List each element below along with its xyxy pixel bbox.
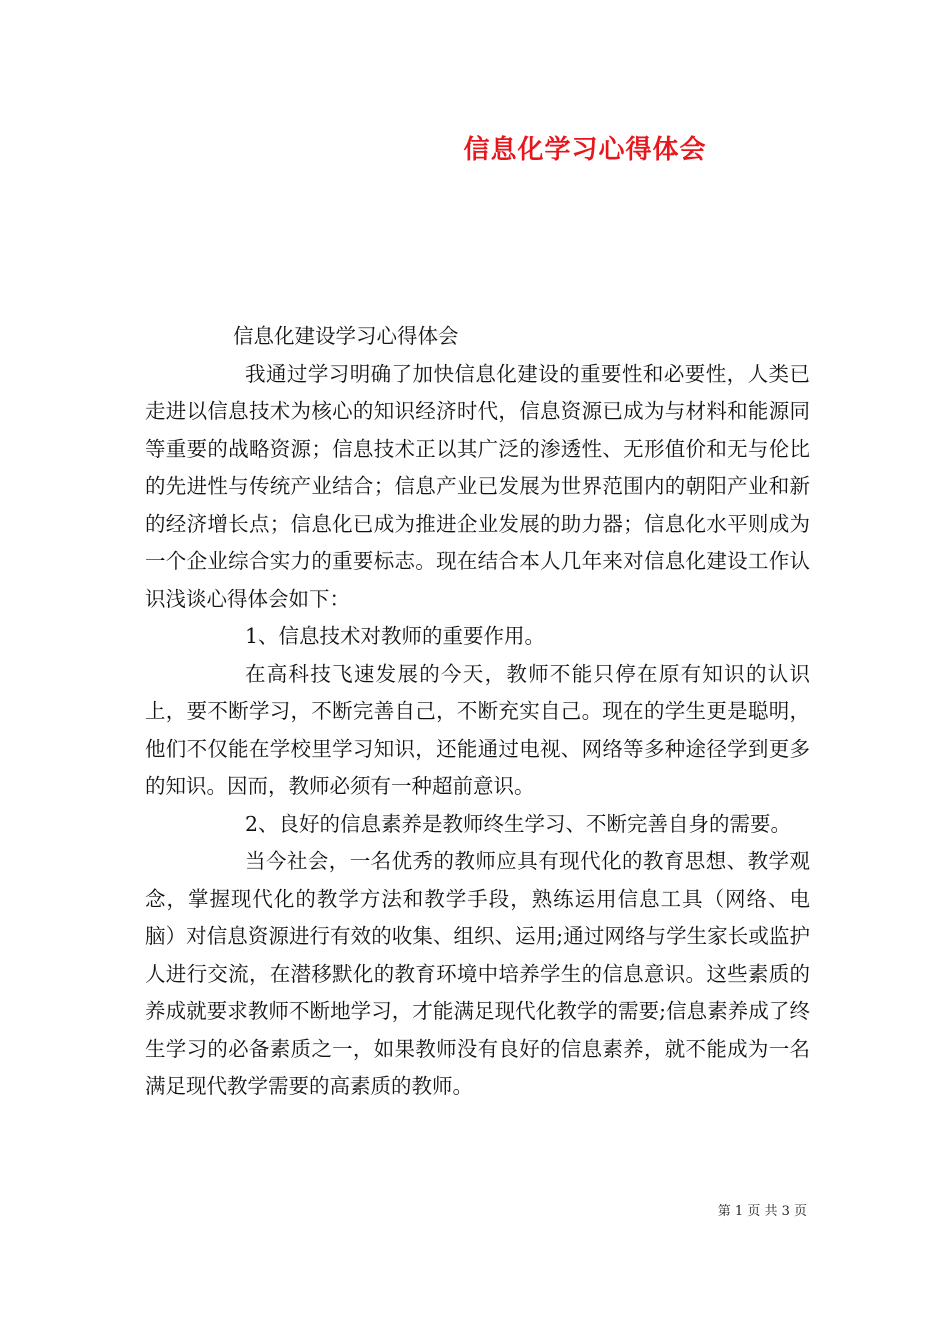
- paragraph-section-1: 在高科技飞速发展的今天，教师不能只停在原有知识的认识上，要不断学习，不断完善自己，不断充实自己。现在的学生更是聪明，他们不仅能在学校里学习知识，还能通过电视、网络等多种途径学到更多的知识。因而，教师必须有一种超前意识。: [145, 661, 810, 798]
- page-number-footer: 第 1 页 共 3 页: [717, 1204, 807, 1219]
- section-heading-1: 1、信息技术对教师的重要作用。: [245, 624, 546, 648]
- document-subtitle: 信息化建设学习心得体会: [233, 324, 459, 348]
- document-title: 信息化学习心得体会: [463, 135, 707, 165]
- paragraph-section-2: 当今社会，一名优秀的教师应具有现代化的教育思想、教学观念，掌握现代化的教学方法和教学手段，熟练运用信息工具（网络、电脑）对信息资源进行有效的收集、组织、运用;通过网络与学生家长或监护人进行交流，在潜移默化的教育环境中培养学生的信息意识。这些素质的养成就要求教师不断地学习，才能满足现代化教学的需要;信息素养成了终生学习的必备素质之一，如果教师没有良好的信息素养，就不能成为一名满足现代教学需要的高素质的教师。: [145, 849, 810, 1098]
- document-body: [145, 318, 810, 1106]
- paragraph-intro: 我通过学习明确了加快信息化建设的重要性和必要性，人类已走进以信息技术为核心的知识经济时代，信息资源已成为与材料和能源同等重要的战略资源；信息技术正以其广泛的渗透性、无形值价和无与伦比的先进性与传统产业结合；信息产业已发展为世界范围内的朝阳产业和新的经济增长点；信息化已成为推进企业发展的助力器；信息化水平则成为一个企业综合实力的重要标志。现在结合本人几年来对信息化建设工作认识浅谈心得体会如下：: [145, 361, 810, 611]
- section-heading-2: 2、良好的信息素养是教师终生学习、不断完善自身的需要。: [245, 811, 792, 836]
